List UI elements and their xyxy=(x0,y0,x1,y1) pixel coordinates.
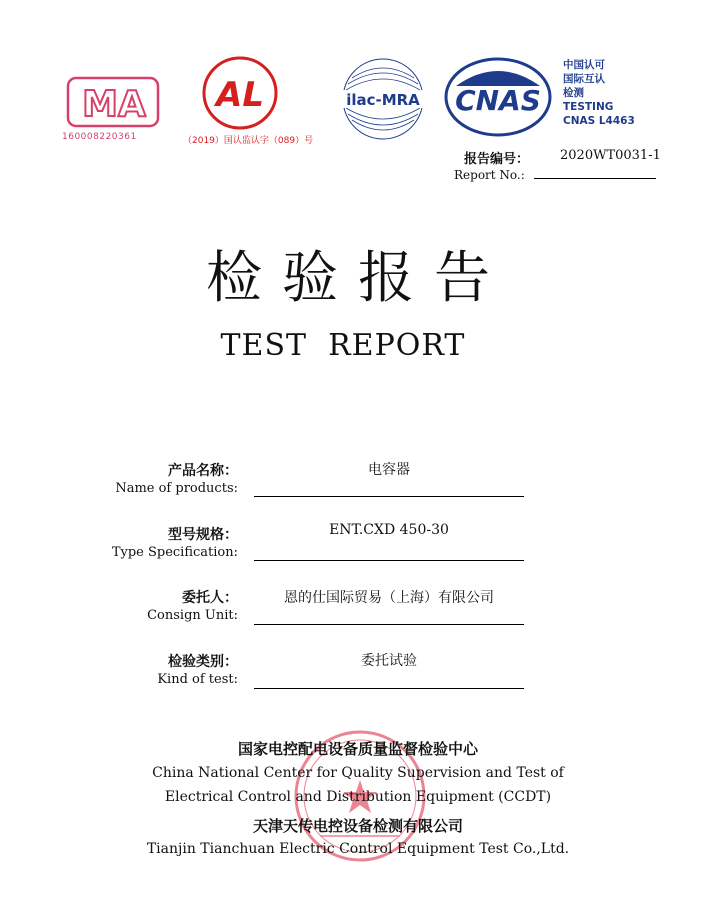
company-name-cn: 天津天传电控设备检测有限公司 xyxy=(252,817,463,835)
title-en: TEST REPORT xyxy=(220,328,466,363)
field-underline xyxy=(254,496,524,497)
field-label-en: Type Specification: xyxy=(111,545,238,560)
field-label-en: Consign Unit: xyxy=(147,608,238,623)
cnas-line: 国际互认 xyxy=(563,73,605,85)
report-no-label-cn: 报告编号： xyxy=(464,152,530,167)
cal-mark-text: AL xyxy=(216,75,264,115)
ilac-mra-logo xyxy=(336,54,430,144)
field-value: 电容器 xyxy=(368,462,410,478)
cnas-side-text xyxy=(563,58,635,128)
field-label-cn: 产品名称： xyxy=(168,463,238,479)
title-cn: 检验报告 xyxy=(206,246,510,311)
cnas-line: TESTING xyxy=(563,101,614,113)
field-underline xyxy=(254,688,524,689)
field-underline xyxy=(254,624,524,625)
cnas-line: CNAS L4463 xyxy=(563,115,635,127)
field-value: 恩的仕国际贸易（上海）有限公司 xyxy=(284,590,494,606)
report-no-label-en: Report No.: xyxy=(454,168,525,182)
company-name-en: Tianjin Tianchuan Electric Control Equipment Test Co.,Ltd. xyxy=(146,841,570,857)
center-name-en-line1: China National Center for Quality Supervision and Test of xyxy=(152,765,564,781)
cnas-logo xyxy=(442,56,554,138)
cma-number: 160008220361 xyxy=(62,132,137,142)
cma-mark-text: MA xyxy=(82,84,146,125)
report-no-underline xyxy=(534,178,656,179)
field-label-cn: 委托人： xyxy=(182,590,238,606)
field-underline xyxy=(254,560,524,561)
report-no-value: 2020WT0031-1 xyxy=(560,148,661,163)
center-name-en-line2: Electrical Control and Distribution Equipment (CCDT) xyxy=(164,789,552,805)
field-label-cn: 检验类别： xyxy=(168,654,238,670)
field-label-cn: 型号规格： xyxy=(168,527,238,543)
cnas-line: 中国认可 xyxy=(563,59,605,71)
cal-number: （2019）国认监认字（089）号 xyxy=(183,136,314,146)
field-label-en: Kind of test: xyxy=(157,672,238,687)
ilac-mark-text: ilac-MRA xyxy=(346,91,420,109)
field-value: ENT.CXD 450-30 xyxy=(329,522,449,538)
cnas-mark-text: CNAS xyxy=(455,84,541,117)
cal-logo xyxy=(200,54,280,132)
field-label-en: Name of products: xyxy=(115,481,238,496)
field-value: 委托试验 xyxy=(361,653,417,669)
center-name-cn: 国家电控配电设备质量监督检验中心 xyxy=(237,740,478,758)
cma-logo xyxy=(64,72,164,132)
cnas-line: 检测 xyxy=(563,87,584,99)
